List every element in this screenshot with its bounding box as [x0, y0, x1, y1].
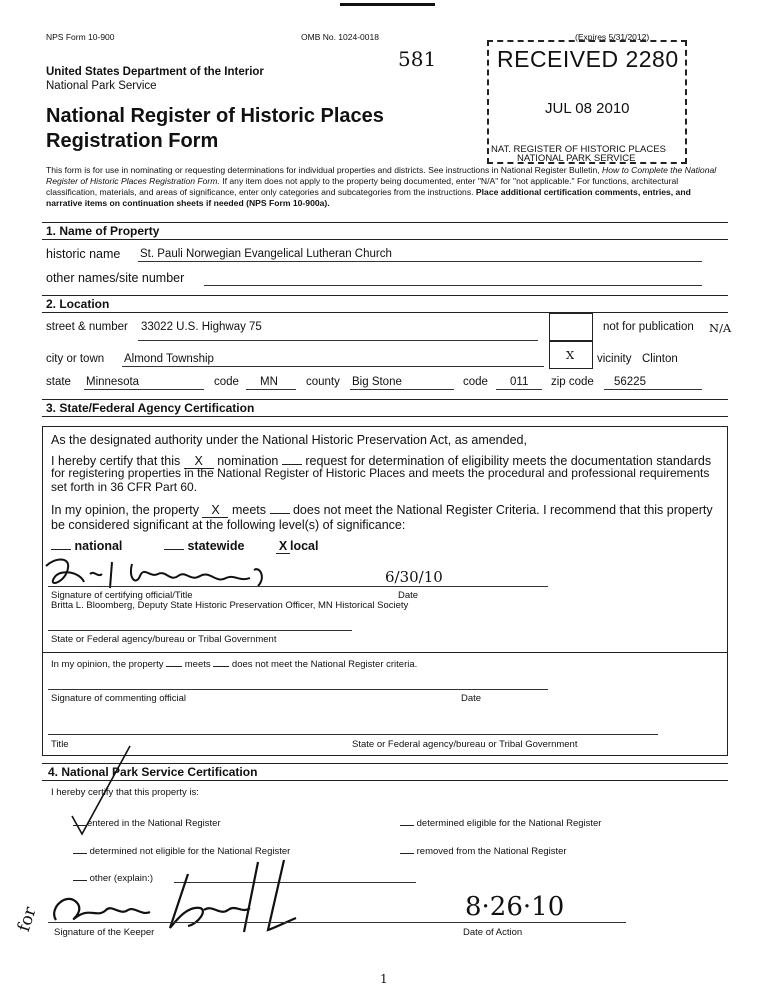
city-value[interactable]: Almond Township — [124, 353, 214, 365]
commenting-signature-line — [48, 689, 548, 690]
keeper-signature-label: Signature of the Keeper — [54, 927, 155, 938]
option-eligible[interactable] — [400, 818, 601, 829]
county-label: county — [306, 376, 340, 388]
commenting-signature-label: Signature of commenting official — [51, 693, 187, 704]
state-code-value[interactable]: MN — [260, 376, 278, 388]
section-divider — [42, 222, 728, 223]
removed-checkbox[interactable] — [400, 853, 414, 854]
certify-text-a: I hereby certify that this — [51, 454, 181, 468]
state-label: state — [46, 376, 71, 388]
not-for-publication-value: N/A — [709, 321, 732, 335]
agency-label: State or Federal agency/bureau or Tribal Government — [51, 634, 277, 645]
section-divider — [42, 295, 728, 296]
stamp-date: JUL 08 2010 — [545, 100, 630, 117]
county-code-line — [496, 389, 542, 390]
vicinity-value[interactable]: Clinton — [642, 353, 678, 365]
page-number: 1 — [380, 972, 388, 986]
nomination-mark[interactable]: X — [184, 454, 214, 469]
section-1-heading: 1. Name of Property — [46, 224, 160, 238]
page-subtitle: Registration Form — [46, 130, 219, 152]
zip-value[interactable]: 56225 — [614, 376, 646, 388]
opinion2-line — [51, 659, 417, 670]
section-divider — [42, 239, 728, 240]
zip-line — [604, 389, 702, 390]
opinion-text-b: meets — [231, 503, 267, 517]
opinion-line — [51, 503, 713, 518]
option-entered-label: entered in the National Register — [87, 818, 221, 829]
state-line — [84, 389, 204, 390]
option-removed[interactable] — [400, 846, 567, 857]
instructions-bulletin: How to Complete the National Register of Historic Places Registration Form. — [46, 165, 717, 186]
section-divider — [42, 416, 728, 417]
historic-name-label: historic name — [46, 247, 121, 261]
opinion-text-c: does not meet the National Register Criteria. I recommend that this property — [292, 503, 713, 517]
keeper-intro: I hereby certify that this property is: — [51, 787, 199, 798]
action-date-value: 8·26·10 — [465, 892, 565, 922]
county-line — [350, 389, 454, 390]
county-code-value[interactable]: 011 — [510, 376, 529, 388]
stamp-line1: NAT. REGISTER OF HISTORIC PLACES — [491, 144, 666, 155]
opinion2-text-c: does not meet the National Register criteria. — [231, 659, 418, 670]
vicinity-checkbox[interactable] — [549, 341, 593, 369]
zip-label: zip code — [551, 376, 594, 388]
state-code-line — [246, 389, 296, 390]
for-mark: for — [14, 904, 41, 935]
keeper-signature-line — [48, 922, 626, 923]
option-removed-label: removed from the National Register — [416, 846, 567, 857]
omb-number: OMB No. 1024-0018 — [301, 32, 379, 42]
option-eligible-label: determined eligible for the National Register — [416, 818, 602, 829]
county-code-label: code — [463, 376, 488, 388]
request-mark[interactable] — [282, 464, 302, 465]
certifying-signature-label: Signature of certifying official/Title — [51, 590, 193, 601]
local-label: local — [290, 539, 319, 553]
city-label: city or town — [46, 353, 105, 365]
instructions-paragraph — [46, 165, 728, 209]
historic-name-line — [138, 261, 702, 262]
section-3-heading: 3. State/Federal Agency Certification — [46, 401, 255, 415]
certifying-date-value: 6/30/10 — [385, 568, 443, 586]
does-not-meet-mark[interactable] — [270, 513, 290, 514]
agency-line — [48, 630, 352, 631]
scan-mark — [340, 3, 435, 6]
option-entered[interactable] — [73, 818, 221, 829]
official-name: Britta L. Bloomberg, Deputy State Historic Preservation Officer, MN Historical Society — [51, 600, 409, 611]
certify-rest-text: for registering properties in the National Register of Historic Places and meets the procedural and professional requirements set forth in 36 CFR Part 60. — [51, 466, 710, 494]
not-for-publication-checkbox[interactable] — [549, 313, 593, 341]
local-checkbox[interactable]: X — [276, 539, 290, 554]
entered-checkbox[interactable] — [73, 825, 87, 826]
title-label: Title — [51, 739, 69, 750]
stamp-received: RECEIVED 2280 — [497, 46, 679, 72]
opinion-text-a: In my opinion, the property — [51, 503, 199, 517]
statewide-label: statewide — [187, 539, 245, 553]
opinion2-not-meet-mark[interactable] — [213, 666, 229, 667]
certify-text-c: request for determination of eligibility meets the documentation standards — [305, 454, 712, 468]
expiration-date: (Expires 5/31/2012) — [575, 32, 650, 42]
opinion2-text-b: meets — [184, 659, 211, 670]
authority-text: As the designated authority under the National Historic Preservation Act, as amended, — [51, 433, 527, 447]
street-label: street & number — [46, 321, 128, 333]
section-2-heading: 2. Location — [46, 297, 110, 311]
section-4-heading: 4. National Park Service Certification — [48, 765, 258, 779]
page-title: National Register of Historic Places — [46, 105, 384, 127]
agency2-label: State or Federal agency/bureau or Tribal Government — [352, 739, 578, 750]
certifying-signature-line — [48, 586, 548, 587]
opinion-rest-text: be considered significant at the following level(s) of significance: — [51, 518, 406, 532]
box-divider — [42, 652, 728, 653]
county-value[interactable]: Big Stone — [352, 376, 402, 388]
section-divider — [42, 399, 728, 400]
reference-number: 581 — [398, 47, 437, 71]
commenting-date-label: Date — [461, 693, 482, 704]
street-value[interactable]: 33022 U.S. Highway 75 — [141, 321, 262, 333]
certifying-date-label: Date — [398, 590, 419, 601]
state-code-label: code — [214, 376, 239, 388]
opinion2-text-a: In my opinion, the property — [51, 659, 164, 670]
instructions-text: This form is for use in nominating or requesting determinations for individual properties and districts. See instructions in National Register Bulletin, — [46, 165, 600, 175]
section-divider — [42, 780, 728, 781]
instructions-text-2: If any item does not apply to the property being documented, enter "N/A" for "not applicable." For functions, architectural classification, materials, and areas of significance, enter only categories and subcategories from the instructions. — [46, 176, 679, 197]
other-names-line — [204, 285, 702, 286]
instructions-continuation: Place additional certification comments, entries, and narrative items on continuation sheets if needed (NPS Form 10-900a). — [46, 187, 691, 208]
not-for-publication-label: not for publication — [603, 321, 694, 333]
eligible-checkbox[interactable] — [400, 825, 414, 826]
vicinity-mark: X — [566, 348, 575, 362]
title-line — [48, 734, 658, 735]
section-divider — [42, 763, 728, 764]
vicinity-label: vicinity — [597, 353, 632, 365]
state-value[interactable]: Minnesota — [86, 376, 140, 388]
stamp-line2: NATIONAL PARK SERVICE — [517, 153, 636, 164]
certify-text-b: nomination — [217, 454, 279, 468]
street-line — [138, 340, 538, 341]
level-local — [276, 539, 319, 554]
option-not-eligible[interactable] — [73, 846, 290, 857]
department-name: United States Department of the Interior — [46, 66, 264, 78]
section-divider — [42, 312, 728, 313]
form-number: NPS Form 10-900 — [46, 32, 115, 42]
opinion2-meets-mark[interactable] — [166, 666, 182, 667]
option-other-label: other (explain:) — [89, 873, 154, 884]
option-not-eligible-label: determined not eligible for the National Register — [89, 846, 291, 857]
not-eligible-checkbox[interactable] — [73, 853, 87, 854]
action-date-label: Date of Action — [463, 927, 523, 938]
received-stamp — [487, 40, 687, 164]
other-names-label: other names/site number — [46, 271, 185, 285]
city-line — [122, 366, 544, 367]
meets-mark[interactable]: X — [202, 503, 228, 518]
historic-name-value[interactable]: St. Pauli Norwegian Evangelical Lutheran Church — [140, 248, 392, 260]
service-name: National Park Service — [46, 80, 157, 92]
national-label: national — [74, 539, 123, 553]
